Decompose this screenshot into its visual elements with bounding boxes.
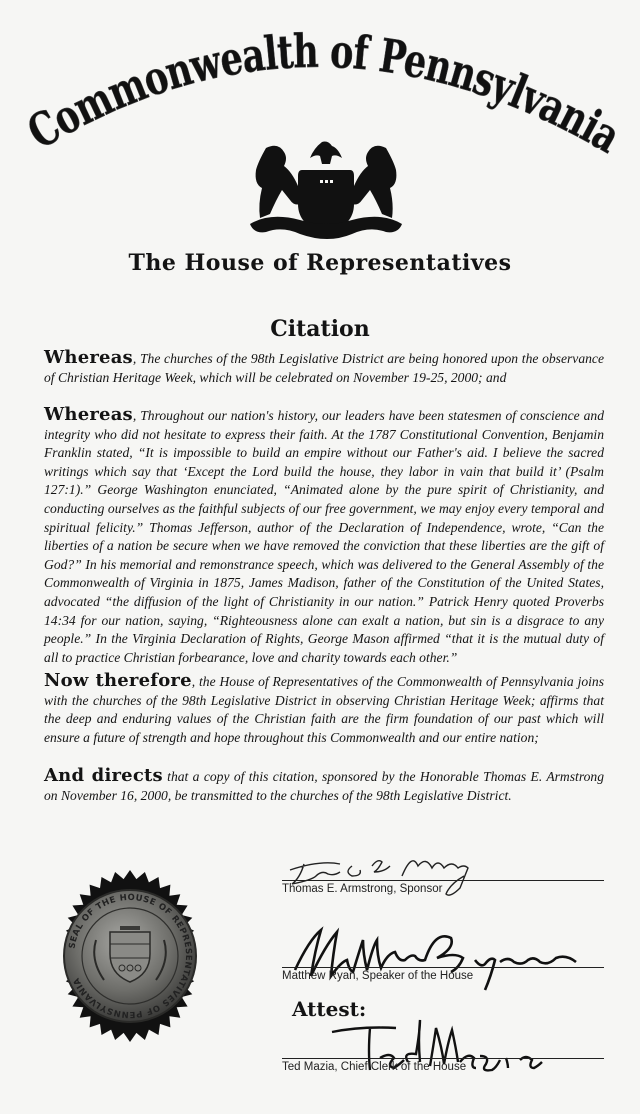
- signature-line: [282, 967, 604, 968]
- speaker-signature-block: [282, 967, 604, 982]
- signature-line: [282, 1058, 604, 1059]
- whereas-paragraph-2: [44, 406, 604, 667]
- attest-label: Attest:: [292, 997, 367, 1021]
- paragraph-text: , the House of Representatives of the Commonwealth of Pennsylvania joins with the churches of the 98th Legislative District in observing Christian Heritage Week; affirms that the deep and enduring values of the Christian faith are the firm foundation of our past which will ensure a future of strength and hope throughout this Commonwealth and our entire nation;: [44, 674, 605, 745]
- signature-line: [282, 880, 604, 881]
- paragraph-text: , The churches of the 98th Legislative District are being honored upon the observance of Christian Heritage Week, which will be celebrated on November 19-25, 2000; and: [44, 351, 604, 385]
- sponsor-label: Thomas E. Armstrong, Sponsor: [282, 883, 443, 895]
- document-title: Citation: [270, 316, 370, 342]
- paragraph-text: , Throughout our nation's history, our leaders have been statesmen of conscience and integrity who did not hesitate to express their faith. At the 1787 Constitutional Convention, Benjamin Franklin stated, “It is impossible to build an empire without our Father's aid. I believe the sacred writings which say that ‘Except the Lord build the house, they labor in vain that build it’ (Psalm 127:1).” George Washington enunciated, “Animated alone by the pure spirit of Christianity, and conducting ourselves as the faithful subjects of our free government, we may enjoy every temporal and spiritual felicity.” Thomas Jefferson, author of the Declaration of Independence, wrote, “Can the liberties of a nation be secure when we have removed the conviction that these liberties are the gift of God?” In his memorial and remonstrance speech, which was delivered to the General Assembly of the Commonwealth of Virginia in 1875, James Madison, father of the Constitution of the United States, advocated “the diffusion of the light of Christianity in our nation.” Patrick Henry quoted Proverbs 14:34 for our nation, saying, “Righteousness alone can exalt a nation, but sin is a disgrace to any people.” In the Virginia Declaration of Rights, George Mason affirmed “that it is the mutual duty of all to practice Christian forbearance, love and charity towards each other.”: [44, 408, 604, 665]
- sponsor-signature: [282, 850, 482, 905]
- house-title: The House of Representatives: [128, 250, 512, 276]
- paragraph-text: that a copy of this citation, sponsored by the Honorable Thomas E. Armstrong on November 16, 2000, be transmitted to the churches of the 98th Legislative District.: [44, 769, 604, 803]
- clerk-signature-block: [282, 1058, 604, 1073]
- house-seal-icon: [44, 870, 216, 1042]
- speaker-signature: [285, 920, 595, 1000]
- arched-title-text: Commonwealth of Pennsylvania: [18, 23, 636, 167]
- whereas-paragraph-1: [44, 349, 604, 387]
- paragraph-lead: And directs: [44, 765, 163, 786]
- sponsor-signature-block: [282, 880, 604, 895]
- paragraph-lead: Whereas: [44, 347, 133, 368]
- now-therefore-paragraph: [44, 672, 604, 747]
- seal-ring-text: SEAL OF THE HOUSE OF REPRESENTATIVES OF PENNSYLVANIA: [67, 892, 194, 1020]
- coat-of-arms-icon: [244, 140, 408, 244]
- clerk-label: Ted Mazia, Chief Clerk of the House: [282, 1061, 467, 1073]
- speaker-label: Matthew Ryan, Speaker of the House: [282, 970, 474, 982]
- paragraph-lead: Now therefore: [44, 670, 192, 691]
- paragraph-lead: Whereas: [44, 404, 133, 425]
- and-directs-paragraph: [44, 767, 604, 805]
